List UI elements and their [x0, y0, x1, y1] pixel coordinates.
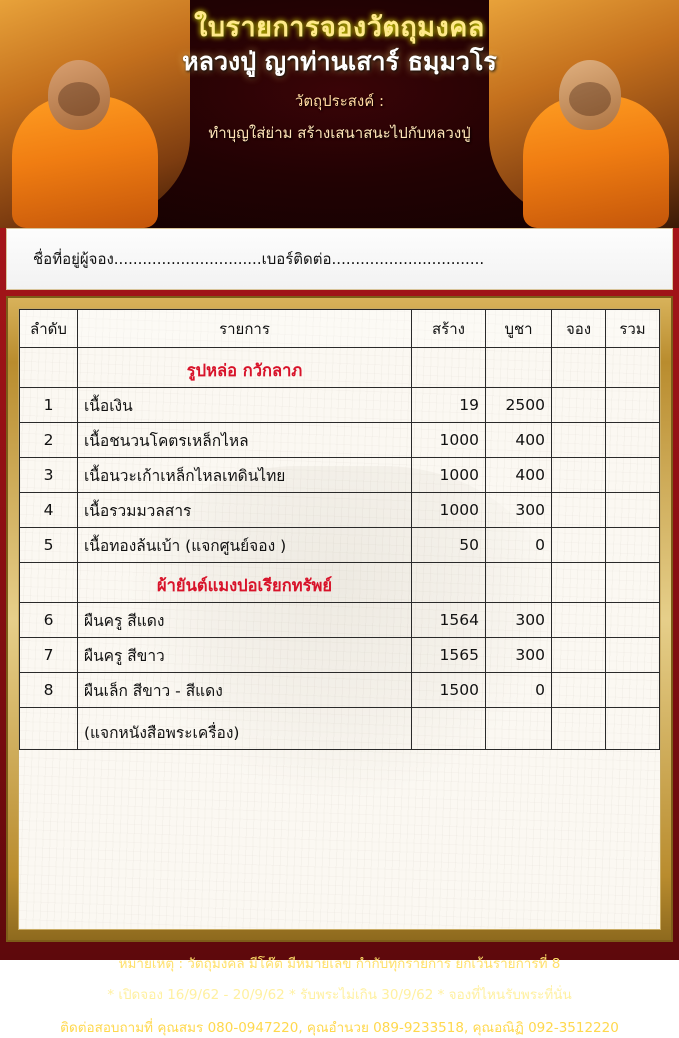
section-price-cell	[486, 348, 552, 388]
cell-created	[412, 708, 486, 750]
cell-booked[interactable]	[552, 493, 606, 528]
cell-booked[interactable]	[552, 638, 606, 673]
table-head	[20, 310, 660, 348]
poster-subtitle: หลวงปู่ ญาท่านเสาร์ ธมฺมวโร	[182, 47, 497, 77]
order-items-table	[19, 309, 660, 750]
col-header-price: บูชา	[486, 310, 552, 348]
section-total-cell	[606, 348, 660, 388]
purpose-text: ทำบุญใส่ย่าม สร้างเสนาสนะไปกับหลวงปู่	[208, 124, 471, 143]
cell-price: 400	[486, 458, 552, 493]
col-header-item: รายการ	[78, 310, 412, 348]
table-row[interactable]	[20, 493, 660, 528]
cell-total[interactable]	[606, 423, 660, 458]
cell-price: 2500	[486, 388, 552, 423]
col-header-booked: จอง	[552, 310, 606, 348]
col-header-no: ลำดับ	[20, 310, 78, 348]
table-header-row	[20, 310, 660, 348]
face-shadow	[58, 82, 100, 116]
cell-total[interactable]	[606, 528, 660, 563]
cell-created: 19	[412, 388, 486, 423]
section-created-cell	[412, 348, 486, 388]
face-shadow	[569, 82, 611, 116]
cell-no: 2	[20, 423, 78, 458]
cell-item: ผืนเล็ก สีขาว - สีแดง	[78, 673, 412, 708]
cell-item: เนื้อนวะเก้าเหล็กไหลเทดินไทย	[78, 458, 412, 493]
table-row[interactable]	[20, 458, 660, 493]
cell-no: 6	[20, 603, 78, 638]
cell-price: 300	[486, 493, 552, 528]
cell-item: เนื้อรวมมวลสาร	[78, 493, 412, 528]
cell-item: ผืนครู สีขาว	[78, 638, 412, 673]
section-title-row	[20, 348, 660, 388]
section-no-cell	[20, 563, 78, 603]
header-text-block	[120, 12, 559, 145]
table-row[interactable]	[20, 638, 660, 673]
cell-price: 300	[486, 603, 552, 638]
footer-note: หมายเหตุ : วัตถุมงคล มีโค๊ต มีหมายเลข กำกับทุกรายการ ยกเว้นรายการที่ 8	[118, 956, 561, 972]
section-created-cell	[412, 563, 486, 603]
footer-dates: * เปิดจอง 16/9/62 - 20/9/62 * รับพระไม่เกิน 30/9/62 * จองที่ไหนรับพระที่นั่น	[107, 987, 572, 1003]
cell-no: 8	[20, 673, 78, 708]
cell-created: 1565	[412, 638, 486, 673]
cell-created: 1500	[412, 673, 486, 708]
cell-item: ผืนครู สีแดง	[78, 603, 412, 638]
cell-created: 50	[412, 528, 486, 563]
items-panel	[18, 308, 661, 930]
cell-booked	[552, 708, 606, 750]
section-total-cell	[606, 563, 660, 603]
cell-booked[interactable]	[552, 528, 606, 563]
items-panel-frame	[6, 296, 673, 942]
col-header-created: สร้าง	[412, 310, 486, 348]
cell-created: 1000	[412, 493, 486, 528]
poster-header	[0, 0, 679, 228]
table-row	[20, 708, 660, 750]
section-title: รูปหล่อ กวักลาภ	[78, 348, 412, 388]
table-row[interactable]	[20, 603, 660, 638]
section-title: ผ้ายันต์แมงปอเรียกทรัพย์	[78, 563, 412, 603]
poster-title: ใบรายการจองวัตถุมงคล	[194, 12, 485, 43]
cell-no: 7	[20, 638, 78, 673]
cell-total[interactable]	[606, 673, 660, 708]
cell-no: 5	[20, 528, 78, 563]
section-title-row	[20, 563, 660, 603]
cell-no: 1	[20, 388, 78, 423]
booker-info-line: ชื่อที่อยู่ผู้จอง...............................เบอร์ติดต่อ................................	[33, 250, 485, 268]
table-body	[20, 348, 660, 750]
cell-item: เนื้อเงิน	[78, 388, 412, 423]
cell-item: เนื้อชนวนโคตรเหล็กไหล	[78, 423, 412, 458]
footer-contacts: ติดต่อสอบถามที่ คุณสมร 080-0947220, คุณอำนวย 089-9233518, คุณอณิฏิ 092-3512220	[60, 1020, 619, 1036]
cell-total[interactable]	[606, 638, 660, 673]
section-booked-cell	[552, 348, 606, 388]
cell-price	[486, 708, 552, 750]
cell-booked[interactable]	[552, 603, 606, 638]
table-row[interactable]	[20, 528, 660, 563]
cell-created: 1000	[412, 458, 486, 493]
cell-no	[20, 708, 78, 750]
table-row[interactable]	[20, 388, 660, 423]
cell-total	[606, 708, 660, 750]
cell-no: 3	[20, 458, 78, 493]
cell-price: 300	[486, 638, 552, 673]
cell-booked[interactable]	[552, 458, 606, 493]
cell-booked[interactable]	[552, 388, 606, 423]
cell-total[interactable]	[606, 458, 660, 493]
cell-total[interactable]	[606, 388, 660, 423]
cell-price: 0	[486, 528, 552, 563]
table-row[interactable]	[20, 673, 660, 708]
purpose-label: วัตถุประสงค์ :	[294, 92, 385, 111]
cell-price: 400	[486, 423, 552, 458]
cell-total[interactable]	[606, 603, 660, 638]
cell-created: 1564	[412, 603, 486, 638]
section-price-cell	[486, 563, 552, 603]
cell-price: 0	[486, 673, 552, 708]
booker-info-bar[interactable]	[6, 228, 673, 290]
cell-item: เนื้อทองล้นเบ้า (แจกศูนย์จอง )	[78, 528, 412, 563]
section-booked-cell	[552, 563, 606, 603]
cell-no: 4	[20, 493, 78, 528]
table-row[interactable]	[20, 423, 660, 458]
cell-booked[interactable]	[552, 673, 606, 708]
poster-footer	[0, 942, 679, 1038]
cell-total[interactable]	[606, 493, 660, 528]
cell-booked[interactable]	[552, 423, 606, 458]
section-no-cell	[20, 348, 78, 388]
cell-item-note: (แจกหนังสือพระเครื่อง)	[78, 708, 412, 750]
col-header-total: รวม	[606, 310, 660, 348]
cell-created: 1000	[412, 423, 486, 458]
